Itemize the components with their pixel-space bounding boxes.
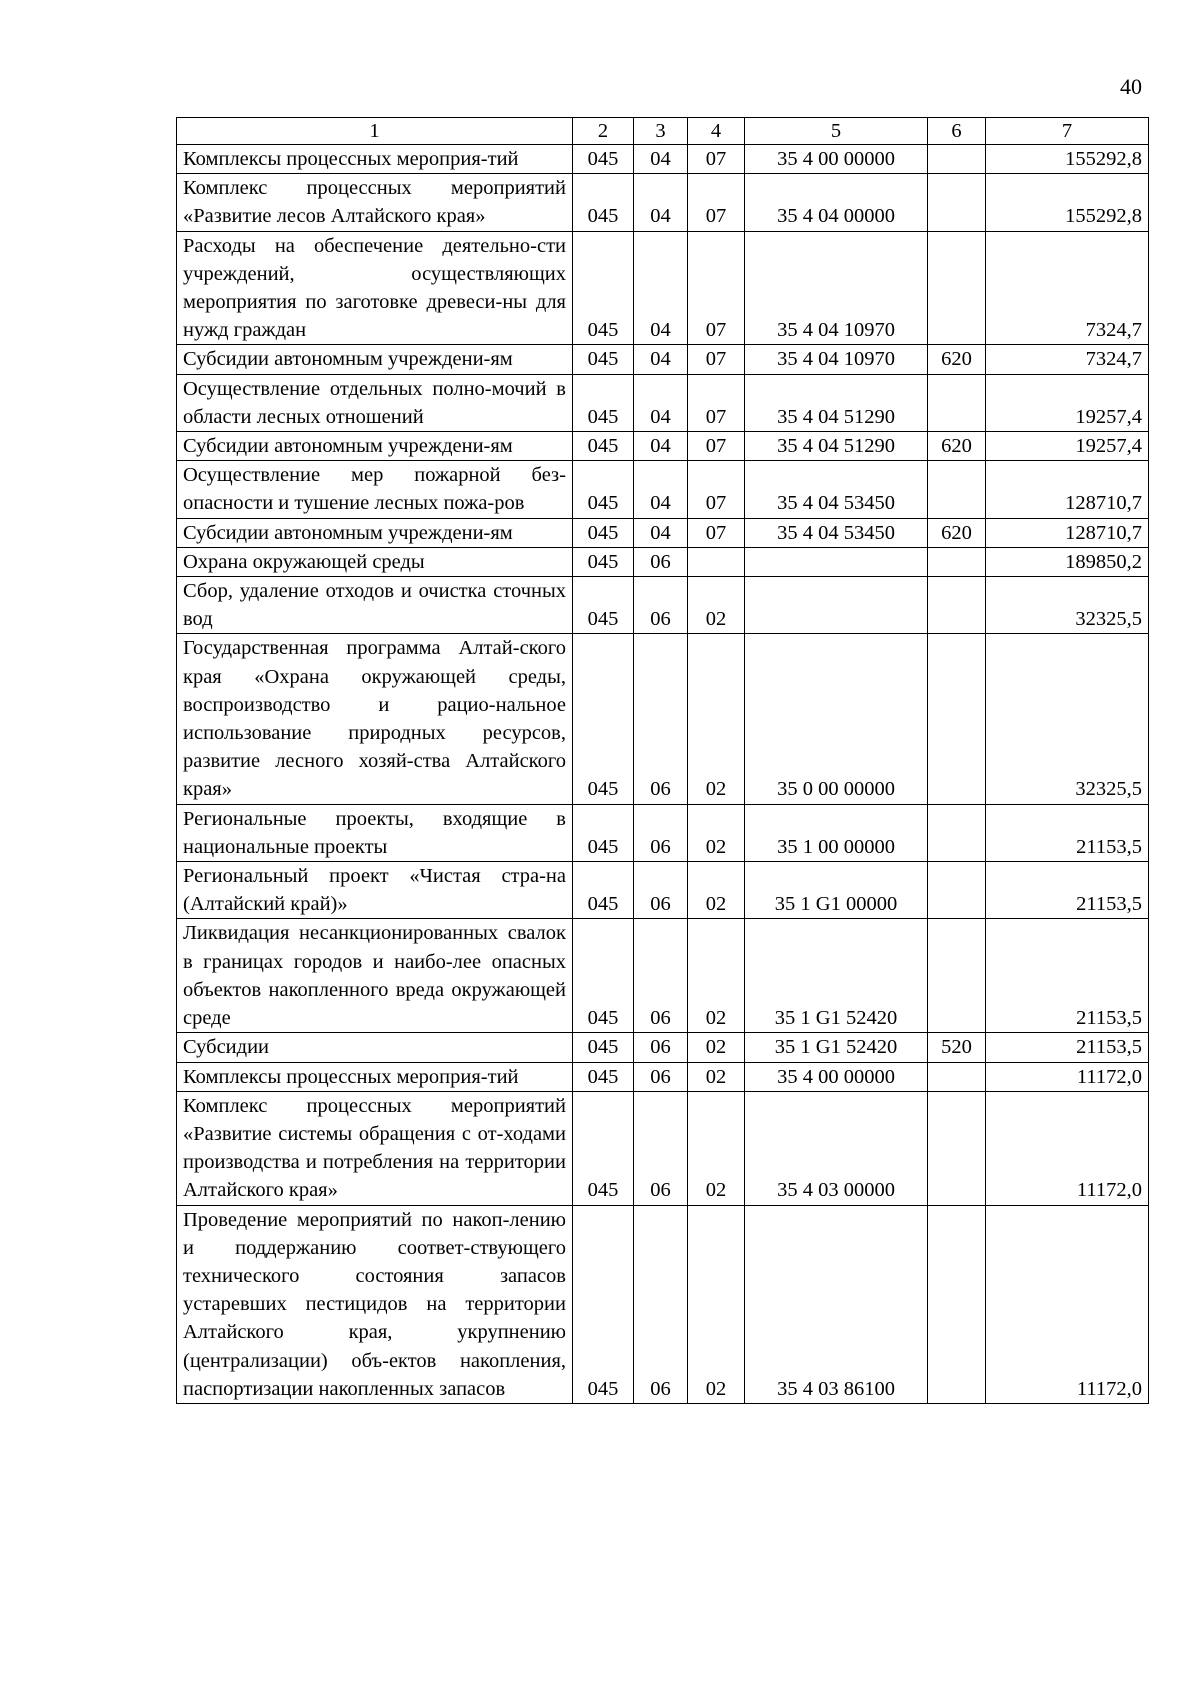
cell-section: 06	[634, 547, 688, 576]
table-row	[177, 432, 1149, 461]
cell-admin-code: 045	[573, 634, 634, 804]
cell-subsection: 07	[688, 518, 745, 547]
cell-expense-type	[928, 145, 986, 174]
row-name: Охрана окружающей среды	[177, 547, 573, 576]
row-name: Комплекс процессных мероприятий «Развитие лесов Алтайского края»	[177, 174, 573, 231]
cell-target-article: 35 0 00 00000	[745, 634, 928, 804]
cell-expense-type	[928, 634, 986, 804]
cell-subsection: 07	[688, 145, 745, 174]
row-name: Сбор, удаление отходов и очистка сточных вод	[177, 577, 573, 634]
column-header: 3	[634, 118, 688, 145]
cell-expense-type	[928, 804, 986, 861]
cell-admin-code: 045	[573, 345, 634, 374]
cell-target-article: 35 4 04 53450	[745, 461, 928, 518]
cell-amount: 19257,4	[986, 374, 1149, 431]
table-row	[177, 1062, 1149, 1091]
cell-subsection: 07	[688, 461, 745, 518]
cell-target-article: 35 4 04 10970	[745, 345, 928, 374]
cell-amount: 21153,5	[986, 804, 1149, 861]
cell-admin-code: 045	[573, 1062, 634, 1091]
cell-target-article: 35 1 G1 00000	[745, 862, 928, 919]
cell-target-article: 35 1 G1 52420	[745, 919, 928, 1033]
row-name: Расходы на обеспечение деятельно-сти учреждений, осуществляющих мероприятия по заготовке древеси-ны для нужд граждан	[177, 231, 573, 345]
cell-amount: 155292,8	[986, 174, 1149, 231]
cell-section: 06	[634, 1205, 688, 1403]
table-row	[177, 174, 1149, 231]
cell-expense-type: 620	[928, 345, 986, 374]
cell-subsection: 07	[688, 174, 745, 231]
cell-amount: 19257,4	[986, 432, 1149, 461]
cell-target-article: 35 1 G1 52420	[745, 1033, 928, 1062]
column-header: 6	[928, 118, 986, 145]
cell-section: 06	[634, 1062, 688, 1091]
cell-target-article: 35 4 03 86100	[745, 1205, 928, 1403]
cell-section: 04	[634, 174, 688, 231]
cell-subsection: 07	[688, 345, 745, 374]
cell-target-article	[745, 577, 928, 634]
cell-target-article: 35 4 04 00000	[745, 174, 928, 231]
cell-expense-type	[928, 1091, 986, 1205]
cell-target-article	[745, 547, 928, 576]
cell-admin-code: 045	[573, 174, 634, 231]
cell-section: 06	[634, 577, 688, 634]
header-row	[177, 118, 1149, 145]
cell-admin-code: 045	[573, 461, 634, 518]
row-name: Проведение мероприятий по накоп-лению и поддержанию соответ-ствующего технического состояния запасов устаревших пестицидов на территории Алтайского края, укрупнению (централизации) объ-ектов накопления, паспортизации накопленных запасов	[177, 1205, 573, 1403]
cell-target-article: 35 4 00 00000	[745, 145, 928, 174]
cell-subsection: 02	[688, 919, 745, 1033]
cell-section: 06	[634, 862, 688, 919]
cell-amount: 128710,7	[986, 461, 1149, 518]
cell-target-article: 35 1 00 00000	[745, 804, 928, 861]
row-name: Комплексы процессных мероприя-тий	[177, 145, 573, 174]
cell-admin-code: 045	[573, 1033, 634, 1062]
row-name: Региональный проект «Чистая стра-на (Алтайский край)»	[177, 862, 573, 919]
cell-expense-type	[928, 1205, 986, 1403]
cell-section: 06	[634, 804, 688, 861]
cell-subsection: 02	[688, 1062, 745, 1091]
cell-expense-type	[928, 461, 986, 518]
cell-expense-type	[928, 862, 986, 919]
cell-amount: 21153,5	[986, 1033, 1149, 1062]
cell-admin-code: 045	[573, 862, 634, 919]
cell-admin-code: 045	[573, 1205, 634, 1403]
cell-subsection: 02	[688, 634, 745, 804]
column-header: 7	[986, 118, 1149, 145]
cell-target-article: 35 4 04 51290	[745, 432, 928, 461]
cell-target-article: 35 4 00 00000	[745, 1062, 928, 1091]
cell-admin-code: 045	[573, 919, 634, 1033]
cell-admin-code: 045	[573, 432, 634, 461]
cell-subsection: 07	[688, 374, 745, 431]
cell-section: 04	[634, 461, 688, 518]
table-row	[177, 461, 1149, 518]
row-name: Осуществление отдельных полно-мочий в области лесных отношений	[177, 374, 573, 431]
table-row	[177, 145, 1149, 174]
cell-subsection	[688, 547, 745, 576]
column-header: 4	[688, 118, 745, 145]
cell-target-article: 35 4 04 51290	[745, 374, 928, 431]
table-row	[177, 862, 1149, 919]
cell-amount: 128710,7	[986, 518, 1149, 547]
row-name: Осуществление мер пожарной без-опасности и тушение лесных пожа-ров	[177, 461, 573, 518]
row-name: Государственная программа Алтай-ского края «Охрана окружающей среды, воспроизводство и рацио-нальное использование природных ресурсов, развитие лесного хозяй-ства Алтайского края»	[177, 634, 573, 804]
cell-section: 06	[634, 919, 688, 1033]
cell-expense-type	[928, 577, 986, 634]
table-row	[177, 1205, 1149, 1403]
row-name: Комплекс процессных мероприятий «Развитие системы обращения с от-ходами производства и потребления на территории Алтайского края»	[177, 1091, 573, 1205]
cell-subsection: 02	[688, 1205, 745, 1403]
cell-admin-code: 045	[573, 374, 634, 431]
table-row	[177, 547, 1149, 576]
cell-subsection: 02	[688, 804, 745, 861]
cell-section: 04	[634, 345, 688, 374]
cell-expense-type: 620	[928, 432, 986, 461]
cell-section: 04	[634, 231, 688, 345]
cell-admin-code: 045	[573, 231, 634, 345]
cell-section: 04	[634, 518, 688, 547]
cell-section: 04	[634, 145, 688, 174]
cell-subsection: 02	[688, 1091, 745, 1205]
row-name: Комплексы процессных мероприя-тий	[177, 1062, 573, 1091]
cell-section: 06	[634, 1091, 688, 1205]
cell-target-article: 35 4 04 10970	[745, 231, 928, 345]
row-name: Субсидии автономным учреждени-ям	[177, 518, 573, 547]
cell-amount: 11172,0	[986, 1062, 1149, 1091]
row-name: Региональные проекты, входящие в национальные проекты	[177, 804, 573, 861]
cell-admin-code: 045	[573, 1091, 634, 1205]
table-row	[177, 231, 1149, 345]
row-name: Субсидии автономным учреждени-ям	[177, 345, 573, 374]
cell-expense-type: 620	[928, 518, 986, 547]
cell-admin-code: 045	[573, 804, 634, 861]
cell-amount: 32325,5	[986, 577, 1149, 634]
cell-section: 04	[634, 432, 688, 461]
cell-subsection: 07	[688, 432, 745, 461]
row-name: Ликвидация несанкционированных свалок в границах городов и наибо-лее опасных объектов накопленного вреда окружающей среде	[177, 919, 573, 1033]
cell-subsection: 02	[688, 577, 745, 634]
column-header: 2	[573, 118, 634, 145]
table-row	[177, 1091, 1149, 1205]
budget-table	[176, 117, 1149, 1404]
cell-amount: 21153,5	[986, 919, 1149, 1033]
cell-expense-type	[928, 374, 986, 431]
cell-admin-code: 045	[573, 518, 634, 547]
cell-amount: 11172,0	[986, 1205, 1149, 1403]
cell-target-article: 35 4 03 00000	[745, 1091, 928, 1205]
cell-expense-type	[928, 919, 986, 1033]
row-name: Субсидии автономным учреждени-ям	[177, 432, 573, 461]
cell-amount: 32325,5	[986, 634, 1149, 804]
cell-target-article: 35 4 04 53450	[745, 518, 928, 547]
cell-subsection: 07	[688, 231, 745, 345]
cell-amount: 155292,8	[986, 145, 1149, 174]
page-number: 40	[1120, 74, 1142, 99]
table-row	[177, 1033, 1149, 1062]
cell-admin-code: 045	[573, 577, 634, 634]
table-row	[177, 919, 1149, 1033]
cell-amount: 21153,5	[986, 862, 1149, 919]
cell-section: 06	[634, 634, 688, 804]
table-row	[177, 577, 1149, 634]
cell-amount: 7324,7	[986, 345, 1149, 374]
cell-expense-type	[928, 1062, 986, 1091]
table-row	[177, 634, 1149, 804]
table-row	[177, 518, 1149, 547]
cell-expense-type	[928, 174, 986, 231]
cell-amount: 189850,2	[986, 547, 1149, 576]
cell-amount: 7324,7	[986, 231, 1149, 345]
cell-amount: 11172,0	[986, 1091, 1149, 1205]
cell-expense-type	[928, 231, 986, 345]
cell-section: 04	[634, 374, 688, 431]
column-header: 5	[745, 118, 928, 145]
table-row	[177, 345, 1149, 374]
table-row	[177, 804, 1149, 861]
cell-subsection: 02	[688, 862, 745, 919]
cell-section: 06	[634, 1033, 688, 1062]
cell-subsection: 02	[688, 1033, 745, 1062]
cell-expense-type	[928, 547, 986, 576]
cell-expense-type: 520	[928, 1033, 986, 1062]
table-row	[177, 374, 1149, 431]
cell-admin-code: 045	[573, 145, 634, 174]
column-header: 1	[177, 118, 573, 145]
row-name: Субсидии	[177, 1033, 573, 1062]
cell-admin-code: 045	[573, 547, 634, 576]
